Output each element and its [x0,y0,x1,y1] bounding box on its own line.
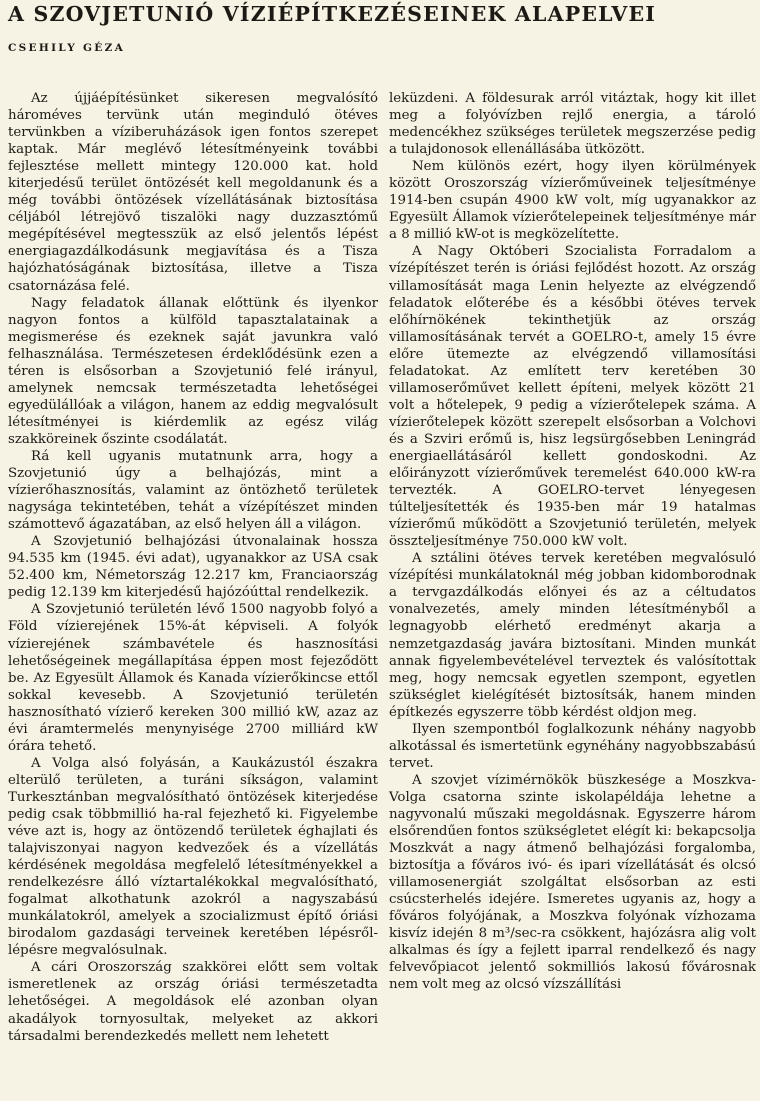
article-author: CSEHILY GÉZA [8,42,126,54]
paragraph: leküzdeni. A földesurak arról vitáztak, hogy kit illet meg a folyóvízben rejlő energia, a tároló medencékhez szükséges területek megszerzése pedig a tulajdonosok ellenállásába ütközött. [389,91,756,158]
paragraph: A sztálini ötéves tervek keretében megvalósuló vízépítési munkálatoknál még jobban kidomborodnak a tervgazdálkodás előnyei és az a céltudatos vonalvezetés, amely minden létesítményből a legnagyobb elérhető eredményt akarja a nemzetgazdaság javára biztosítani. Minden munkát annak figyelembevételével terveztek és valósítottak meg, hogy nemcsak egyetlen szempont, egyetlen szükséglet kielégítését biztosítsák, hanem minden építkezés egyszerre több kérdést oldjon meg. [389,551,756,720]
paragraph: Nagy feladatok állanak előttünk és ilyenkor nagyon fontos a külföld tapasztalatainak a megismerése és ezeknek saját javunkra való felhasználása. Természetesen érdeklődésünk ezen a téren is elsősorban a Szovjetunió felé irányul, amelynek nemcsak természetadta lehetőségei egyedülállóak a világon, hanem az eddig megvalósult létesítményei is kiérdemlik az egész világ szakköreinek őszinte csodálatát. [8,295,378,447]
paragraph: A cári Oroszország szakkörei előtt sem voltak ismeretlenek az ország óriási természetadta lehetőségei. A megoldások elé azonban olyan akadályok tornyosultak, melyeket az akkori társadalmi berendezkedés mellett nem lehetett [8,960,378,1044]
paragraph: Rá kell ugyanis mutatnunk arra, hogy a Szovjetunió úgy a belhajózás, mint a vízierőhasznosítás, valamint az öntözhető területek nagysága tekintetében, tehát a vízépítészet minden számottevő ágazatában, az első helyen áll a világon. [8,448,378,533]
paragraph: A Szovjetunió belhajózási útvonalainak hossza 94.535 km (1945. évi adat), ugyanakkor az USA csak 52.400 km, Németország 12.217 km, Franciaország pedig 12.139 km kiterjedésű hajózóúttal rendelkezik. [8,534,378,601]
paragraph: Nem különös ezért, hogy ilyen körülmények között Oroszország vízierőműveinek teljesítménye 1914-ben csupán 4900 kW volt, míg ugyanakkor az Egyesült Államok vízierőtelepeinek teljesítménye már a 8 millió kW-ot is megközelítette. [389,159,756,243]
paragraph: Ilyen szempontból foglalkozunk néhány nagyobb alkotással és ismertetünk egynéhány nagyobbszabású tervet. [389,721,756,771]
article-title: A SZOVJETUNIÓ VÍZIÉPÍTKEZÉSEINEK ALAPELVEI [8,2,657,26]
text-column-right [389,90,756,993]
paragraph: A Volga alsó folyásán, a Kaukázustól északra elterülő területen, a turáni síkságon, valamint Turkesztánban megvalósítható öntözések kiterjedése pedig csak többmillió ha-ral fejezhető ki. Figyelembe véve azt is, hogy az öntözendő területek éghajlati és talajviszonyai nagyon kedvezőek és a vízellátás kérdésének megoldása megfelelő létesítményekkel a rendelkezésre álló víztartalékokkal megvalósítható, fogalmat alkothatunk azokról a nagyszabású munkálatokról, amelyek a szocializmust építő óriási birodalom gazdasági terveinek keretében lépésről-lépésre megvalósulnak. [8,755,378,959]
paragraph: Az újjáépítésünket sikeresen megvalósító hároméves tervünk után meginduló ötéves tervünkben a víziberuházások igen fontos szerepet kaptak. Már meglévő létesítményeink további fejlesztése mellett mintegy 120.000 kat. hold kiterjedésű terület öntözését kell megoldanunk és a még további öntözések vízellátásának biztosítása céljából létrejövő tiszalöki nagy duzzasztómű megépítésével megtesszük az első jelentős lépést energiagazdálkodásunk megjavítása és a Tisza hajózhatóságának biztosítása, illetve a Tisza csatornázása felé. [8,91,378,294]
text-column-left [8,90,378,1045]
paragraph: A Nagy Októberi Szocialista Forradalom a vízépítészet terén is óriási fejlődést hozott. Az ország villamosítását maga Lenin helyezte az elvégzendő feladatok előterébe és a későbbi ötéves tervek előhírnökének tekinthetjük az ország villamosításának tervét a GOELRO-t, amely 15 évre előre ütemezte az elvégzendő villamosítási feladatokat. Az említett terv keretében 30 villamoserőművet kellett építeni, melyek között 21 volt a hőtelepek, 9 pedig a vízierőtelepek száma. A vízierőtelepek között szerepelt elsősorban a Volchovi és a Szviri erőmű is, hisz legsürgősebben Leningrád energiaellátásáról kellett gondoskodni. Az előirányzott vízierőművek teremelést 640.000 kW-ra tervezték. A GOELRO-tervet lényegesen túlteljesítették és 1935-ben már 19 hatalmas vízierőmű működött a Szovjetunió területén, melyek összteljesítménye 750.000 kW volt. [389,244,756,550]
paragraph: A Szovjetunió területén lévő 1500 nagyobb folyó a Föld vízierejének 15%-át képviseli. A folyók vízierejének számbavétele és hasznosítási lehetőségeinek megállapítása éppen most fejeződött be. Az Egyesült Államok és Kanada vízierőkincse ettől sokkal kevesebb. A Szovjetunió területén hasznosítható vízierő kereken 300 millió kW, azaz az évi áramtermelés menynyisége 2700 milliárd kW órára tehető. [8,602,378,754]
paragraph: A szovjet vízimérnökök büszkesége a Moszkva-Volga csatorna szinte iskolapéldája lehetne a nagyvonalú műszaki megoldásnak. Egyszerre három elsőrendűen fontos szükségletet elégít ki: bekapcsolja Moszkvát a nagy átmenő belhajózási forgalomba, biztosítja a főváros ivó- és ipari vízellátását és olcsó villamosenergiát szolgáltat elsősorban az esti csúcsterhelés idejére. Ismeretes ugyanis az, hogy a főváros folyójának, a Moszkva folyónak vízhozama kisvíz idején 8 m³/sec-ra csökkent, hajózásra alig volt alkalmas és így a fejlett iparral rendelkező és nagy felvevőpiacot jelentő sokmilliós lakosú fővárosnak nem volt meg az olcsó vízszállítási [389,772,756,993]
